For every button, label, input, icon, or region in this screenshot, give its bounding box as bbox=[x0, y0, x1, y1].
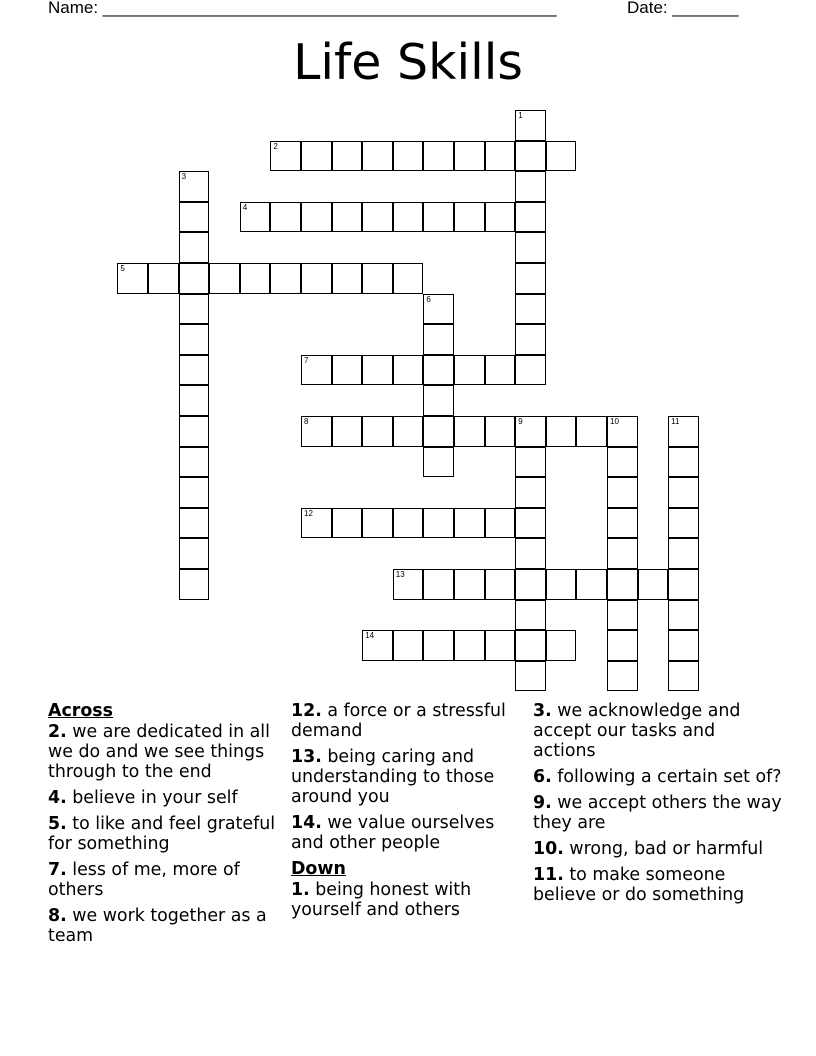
crossword-cell[interactable] bbox=[668, 508, 699, 539]
crossword-cell[interactable] bbox=[301, 263, 332, 294]
crossword-cell[interactable] bbox=[515, 324, 546, 355]
crossword-cell[interactable] bbox=[485, 569, 516, 600]
crossword-cell[interactable] bbox=[607, 508, 638, 539]
clue-column-3 bbox=[533, 701, 783, 911]
clue-number: 9 bbox=[518, 417, 523, 426]
crossword-cell[interactable] bbox=[179, 171, 210, 202]
crossword-cell[interactable] bbox=[179, 294, 210, 325]
clue-number: 7 bbox=[304, 355, 309, 365]
crossword-cell[interactable] bbox=[148, 263, 179, 294]
down-heading: Down bbox=[291, 859, 346, 879]
clue-number: 10 bbox=[610, 417, 619, 426]
crossword-cell[interactable] bbox=[301, 202, 332, 233]
crossword-cell[interactable] bbox=[423, 355, 454, 386]
crossword-cell[interactable] bbox=[485, 416, 516, 447]
crossword-cell[interactable] bbox=[362, 141, 393, 172]
crossword-cell[interactable] bbox=[362, 355, 393, 386]
crossword-cell[interactable] bbox=[270, 263, 301, 294]
crossword-cell[interactable] bbox=[485, 508, 516, 539]
crossword-cell[interactable] bbox=[546, 569, 577, 600]
crossword-cell[interactable] bbox=[668, 661, 699, 692]
clue-item: 1. being honest with yourself and others bbox=[291, 880, 472, 920]
clue-number: 8 bbox=[304, 417, 309, 426]
crossword-cell[interactable] bbox=[515, 263, 546, 294]
crossword-cell[interactable] bbox=[332, 355, 363, 386]
crossword-cell[interactable] bbox=[423, 324, 454, 355]
crossword-cell[interactable] bbox=[576, 569, 607, 600]
page-title: Life Skills bbox=[293, 34, 523, 91]
crossword-cell[interactable] bbox=[301, 416, 332, 447]
crossword-cell[interactable] bbox=[393, 202, 424, 233]
clue-item: 11. to make someone believe or do something bbox=[533, 865, 745, 905]
crossword-cell[interactable] bbox=[362, 202, 393, 233]
crossword-cell[interactable] bbox=[179, 508, 210, 539]
crossword-cell[interactable] bbox=[454, 355, 485, 386]
clue-item: 9. we accept others the way they are bbox=[533, 793, 782, 833]
clue-number: 4 bbox=[242, 202, 248, 212]
crossword-cell[interactable] bbox=[179, 202, 210, 233]
clue-number: 11 bbox=[671, 417, 680, 426]
clue-item: 12. a force or a stressful demand bbox=[291, 701, 506, 741]
crossword-cell[interactable] bbox=[515, 661, 546, 692]
crossword-cell[interactable] bbox=[485, 202, 516, 233]
clue-item: 10. wrong, bad or harmful bbox=[533, 839, 764, 859]
crossword-cell[interactable] bbox=[607, 477, 638, 508]
date-field[interactable]: Date: _______ bbox=[627, 0, 739, 17]
crossword-cell[interactable] bbox=[515, 232, 546, 263]
crossword-cell[interactable] bbox=[607, 538, 638, 569]
crossword-cell[interactable] bbox=[638, 569, 669, 600]
clue-item: 5. to like and feel grateful for something bbox=[48, 814, 276, 854]
clue-item: 4. believe in your self bbox=[48, 788, 238, 808]
crossword-cell[interactable] bbox=[668, 600, 699, 631]
crossword-cell[interactable] bbox=[332, 263, 363, 294]
clue-number: 12 bbox=[304, 508, 313, 518]
crossword-cell[interactable] bbox=[515, 141, 546, 172]
crossword-cell[interactable] bbox=[179, 447, 210, 478]
crossword-cell[interactable] bbox=[179, 355, 210, 386]
crossword-cell[interactable] bbox=[179, 538, 210, 569]
clue-item: 8. we work together as a team bbox=[48, 906, 267, 946]
crossword-cell[interactable] bbox=[546, 416, 577, 447]
crossword-cell[interactable] bbox=[668, 477, 699, 508]
crossword-cell[interactable] bbox=[270, 202, 301, 233]
crossword-cell[interactable] bbox=[332, 141, 363, 172]
crossword-cell[interactable] bbox=[515, 294, 546, 325]
crossword-cell[interactable] bbox=[607, 447, 638, 478]
crossword-cell[interactable] bbox=[515, 600, 546, 631]
crossword-cell[interactable] bbox=[607, 569, 638, 600]
crossword-cell[interactable] bbox=[454, 508, 485, 539]
crossword-cell[interactable] bbox=[668, 447, 699, 478]
clue-item: 7. less of me, more of others bbox=[48, 860, 240, 900]
crossword-cell[interactable] bbox=[607, 661, 638, 692]
crossword-cell[interactable] bbox=[515, 508, 546, 539]
crossword-cell[interactable] bbox=[117, 263, 148, 294]
crossword-cell[interactable] bbox=[668, 538, 699, 569]
crossword-cell[interactable] bbox=[515, 477, 546, 508]
crossword-cell[interactable] bbox=[393, 416, 424, 447]
crossword-cell[interactable] bbox=[393, 508, 424, 539]
crossword-cell[interactable] bbox=[546, 630, 577, 661]
clue-number: 3 bbox=[181, 172, 187, 182]
crossword-cell[interactable] bbox=[668, 569, 699, 600]
crossword-cell[interactable] bbox=[515, 416, 546, 447]
crossword-cell[interactable] bbox=[179, 324, 210, 355]
crossword-cell[interactable] bbox=[362, 630, 393, 661]
crossword-cell[interactable] bbox=[393, 263, 424, 294]
crossword-cell[interactable] bbox=[393, 569, 424, 600]
clue-column-2 bbox=[291, 701, 531, 926]
crossword-cell[interactable] bbox=[423, 202, 454, 233]
crossword-cell[interactable] bbox=[179, 416, 210, 447]
crossword-cell[interactable] bbox=[179, 569, 210, 600]
crossword-cell[interactable] bbox=[332, 508, 363, 539]
crossword-cell[interactable] bbox=[454, 202, 485, 233]
crossword-cell[interactable] bbox=[179, 477, 210, 508]
clue-number: 13 bbox=[395, 570, 405, 579]
crossword-cell[interactable] bbox=[423, 141, 454, 172]
crossword-cell[interactable] bbox=[607, 630, 638, 661]
crossword-cell[interactable] bbox=[423, 569, 454, 600]
crossword-cell[interactable] bbox=[576, 416, 607, 447]
crossword-cell[interactable] bbox=[393, 141, 424, 172]
across-heading: Across bbox=[48, 701, 113, 721]
crossword-cell[interactable] bbox=[454, 569, 485, 600]
crossword-cell[interactable] bbox=[515, 110, 546, 141]
crossword-cell[interactable] bbox=[546, 141, 577, 172]
crossword-cell[interactable] bbox=[301, 355, 332, 386]
crossword-cell[interactable] bbox=[668, 630, 699, 661]
crossword-cell[interactable] bbox=[179, 232, 210, 263]
crossword-cell[interactable] bbox=[362, 416, 393, 447]
clue-number: 2 bbox=[273, 141, 278, 151]
crossword-cell[interactable] bbox=[362, 263, 393, 294]
crossword-cell[interactable] bbox=[393, 630, 424, 661]
name-field[interactable]: Name: ________________________________________________ bbox=[48, 0, 557, 17]
crossword-cell[interactable] bbox=[607, 416, 638, 447]
crossword-cell[interactable] bbox=[270, 141, 301, 172]
crossword-cell[interactable] bbox=[515, 630, 546, 661]
clue-item: 13. being caring and understanding to those around you bbox=[291, 747, 495, 807]
crossword-cell[interactable] bbox=[423, 416, 454, 447]
crossword-cell[interactable] bbox=[179, 385, 210, 416]
crossword-cell[interactable] bbox=[423, 508, 454, 539]
crossword-cell[interactable] bbox=[393, 355, 424, 386]
crossword-cell[interactable] bbox=[332, 202, 363, 233]
crossword-cell[interactable] bbox=[668, 416, 699, 447]
crossword-cell[interactable] bbox=[454, 141, 485, 172]
crossword-cell[interactable] bbox=[515, 447, 546, 478]
clue-number: 1 bbox=[518, 111, 523, 120]
crossword-cell[interactable] bbox=[179, 263, 210, 294]
crossword-cell[interactable] bbox=[485, 355, 516, 386]
clue-item: 2. we are dedicated in all we do and we see things through to the end bbox=[48, 722, 270, 782]
crossword-cell[interactable] bbox=[423, 294, 454, 325]
crossword-cell[interactable] bbox=[454, 416, 485, 447]
crossword-cell[interactable] bbox=[454, 630, 485, 661]
crossword-cell[interactable] bbox=[362, 508, 393, 539]
clue-item: 14. we value ourselves and other people bbox=[291, 813, 495, 853]
crossword-cell[interactable] bbox=[515, 202, 546, 233]
crossword-cell[interactable] bbox=[423, 630, 454, 661]
crossword-cell[interactable] bbox=[485, 630, 516, 661]
crossword-cell[interactable] bbox=[209, 263, 240, 294]
crossword-cell[interactable] bbox=[485, 141, 516, 172]
clue-item: 3. we acknowledge and accept our tasks and actions bbox=[533, 701, 741, 761]
clue-number: 6 bbox=[426, 294, 431, 304]
clue-number: 14 bbox=[365, 631, 375, 641]
clue-item: 6. following a certain set of? bbox=[533, 767, 782, 787]
crossword-cell[interactable] bbox=[301, 141, 332, 172]
crossword-cell[interactable] bbox=[607, 600, 638, 631]
clue-column-1 bbox=[48, 701, 288, 952]
crossword-cell[interactable] bbox=[423, 447, 454, 478]
crossword-cell[interactable] bbox=[240, 263, 271, 294]
crossword-cell[interactable] bbox=[332, 416, 363, 447]
crossword-cell[interactable] bbox=[515, 171, 546, 202]
crossword-cell[interactable] bbox=[515, 355, 546, 386]
crossword-cell[interactable] bbox=[301, 508, 332, 539]
crossword-cell[interactable] bbox=[423, 385, 454, 416]
crossword-cell[interactable] bbox=[515, 538, 546, 569]
crossword-cell[interactable] bbox=[240, 202, 271, 233]
clue-number: 5 bbox=[120, 264, 125, 273]
crossword-cell[interactable] bbox=[515, 569, 546, 600]
